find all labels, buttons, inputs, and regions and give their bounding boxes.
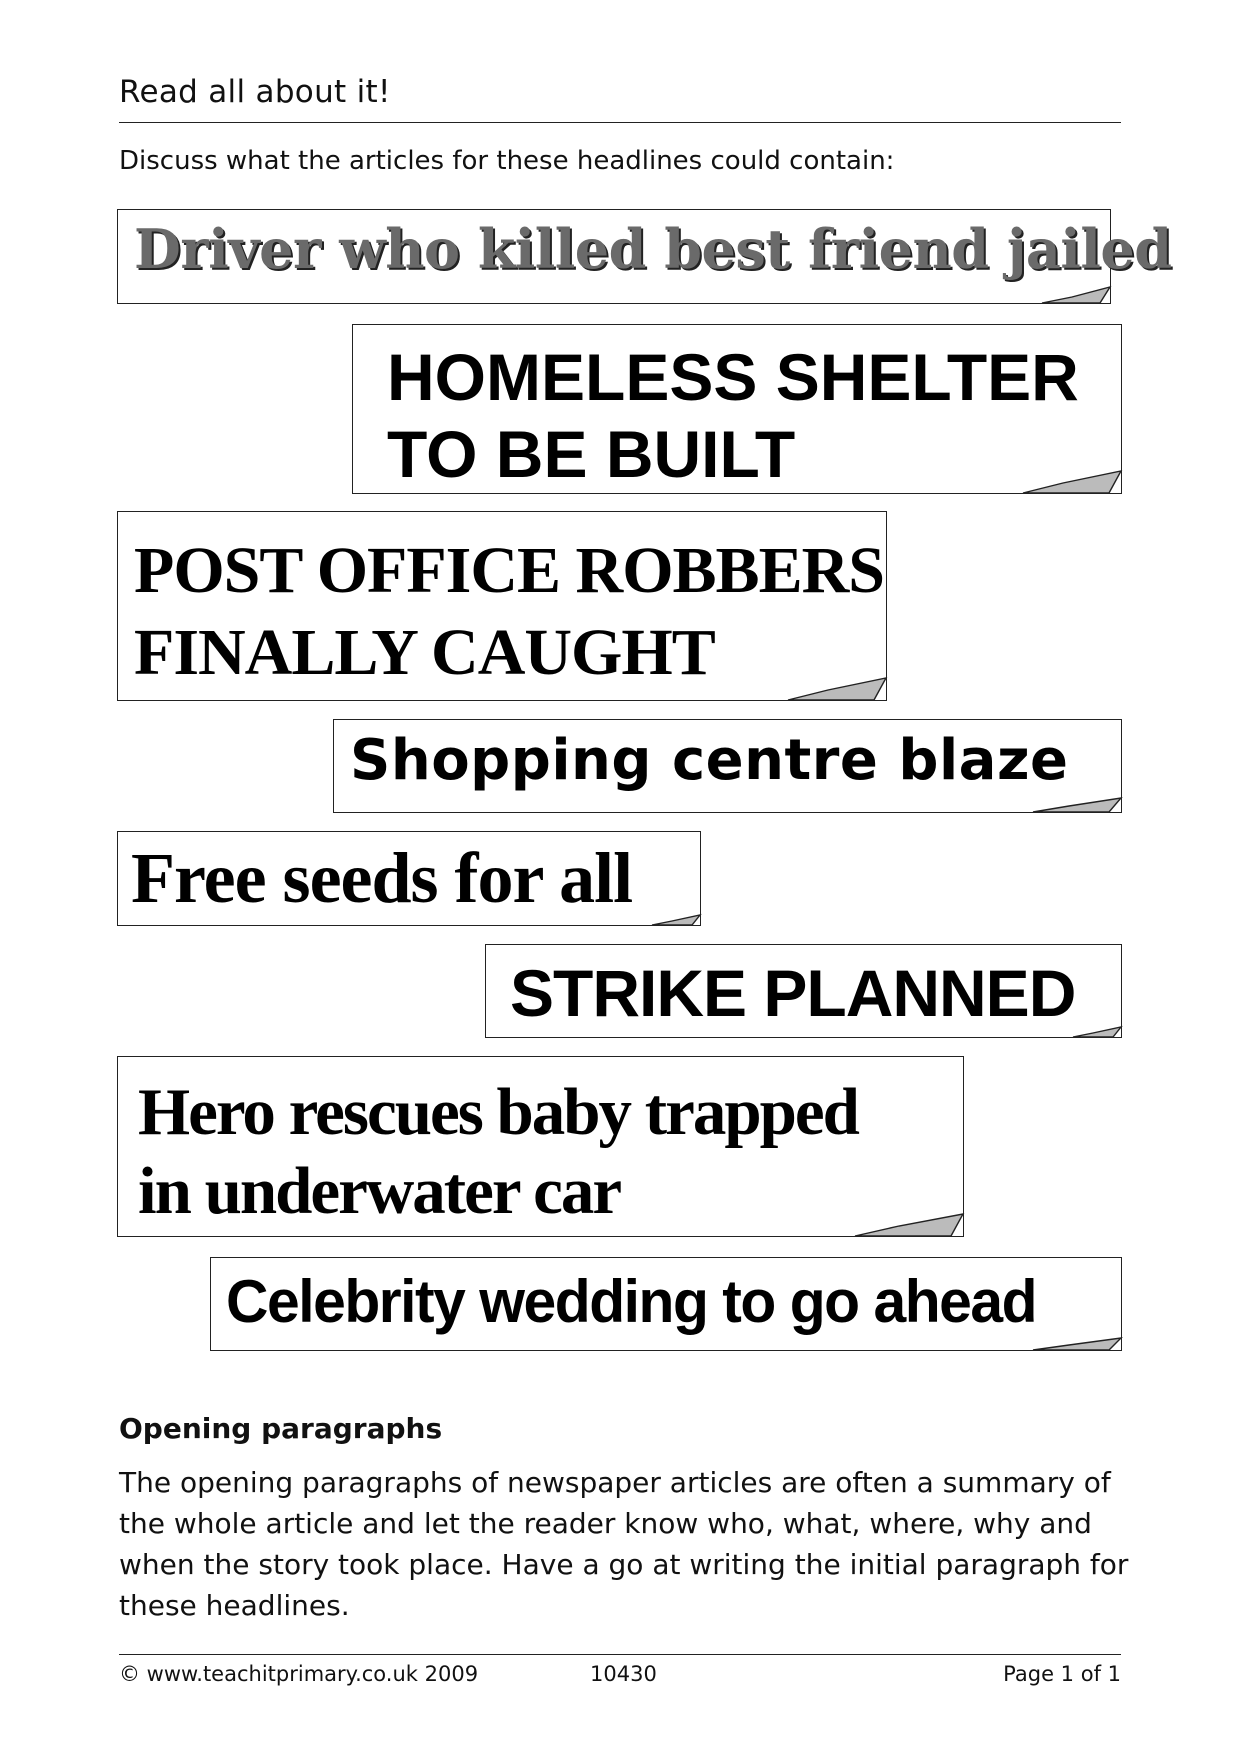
page-curl-icon — [1073, 1025, 1123, 1039]
headline-text: Driver who killed best friend jailed — [134, 217, 1172, 281]
headline-text: POST OFFICE ROBBERS FINALLY CAUGHT — [134, 534, 884, 689]
intro-text: Discuss what the articles for these headlines could contain: — [119, 146, 895, 176]
headline-card — [485, 944, 1122, 1038]
headline-text: Free seeds for all — [131, 838, 633, 918]
headline-text: STRIKE PLANNED — [510, 956, 1076, 1030]
headline-text: Hero rescues baby trapped in underwater car — [138, 1075, 858, 1228]
headline-card — [117, 209, 1172, 304]
page-curl-icon — [652, 913, 702, 927]
footer-copyright: © www.teachitprimary.co.uk 2009 — [119, 1662, 479, 1686]
headline-card — [117, 511, 887, 701]
page-curl-icon — [1042, 285, 1112, 305]
footer-divider — [119, 1654, 1121, 1655]
headline-card — [352, 324, 1122, 494]
headline-text: Celebrity wedding to go ahead — [226, 1268, 1037, 1335]
headline-card — [333, 719, 1122, 813]
headline-text: HOMELESS SHELTER TO BE BUILT — [387, 340, 1079, 491]
page-curl-icon — [1023, 469, 1123, 495]
headline-text: Shopping centre blaze — [350, 728, 1069, 793]
headline-card — [210, 1257, 1122, 1351]
page-curl-icon — [1033, 796, 1123, 814]
footer-page-number: Page 1 of 1 — [1003, 1662, 1121, 1686]
header-divider — [119, 122, 1121, 123]
footer-code: 10430 — [590, 1662, 657, 1686]
headline-card — [117, 1056, 964, 1237]
page-curl-icon — [855, 1212, 965, 1238]
section-paragraph: The opening paragraphs of newspaper articles are often a summary of the whole article and let the reader know who, what, where, why and when the story took place. Have a go at writing the initial paragraph for these headlines. — [119, 1466, 1129, 1622]
page-title: Read all about it! — [119, 74, 391, 110]
page-curl-icon — [1033, 1336, 1123, 1352]
headline-card — [117, 831, 701, 926]
section-heading: Opening paragraphs — [119, 1412, 443, 1445]
page-curl-icon — [788, 676, 888, 702]
